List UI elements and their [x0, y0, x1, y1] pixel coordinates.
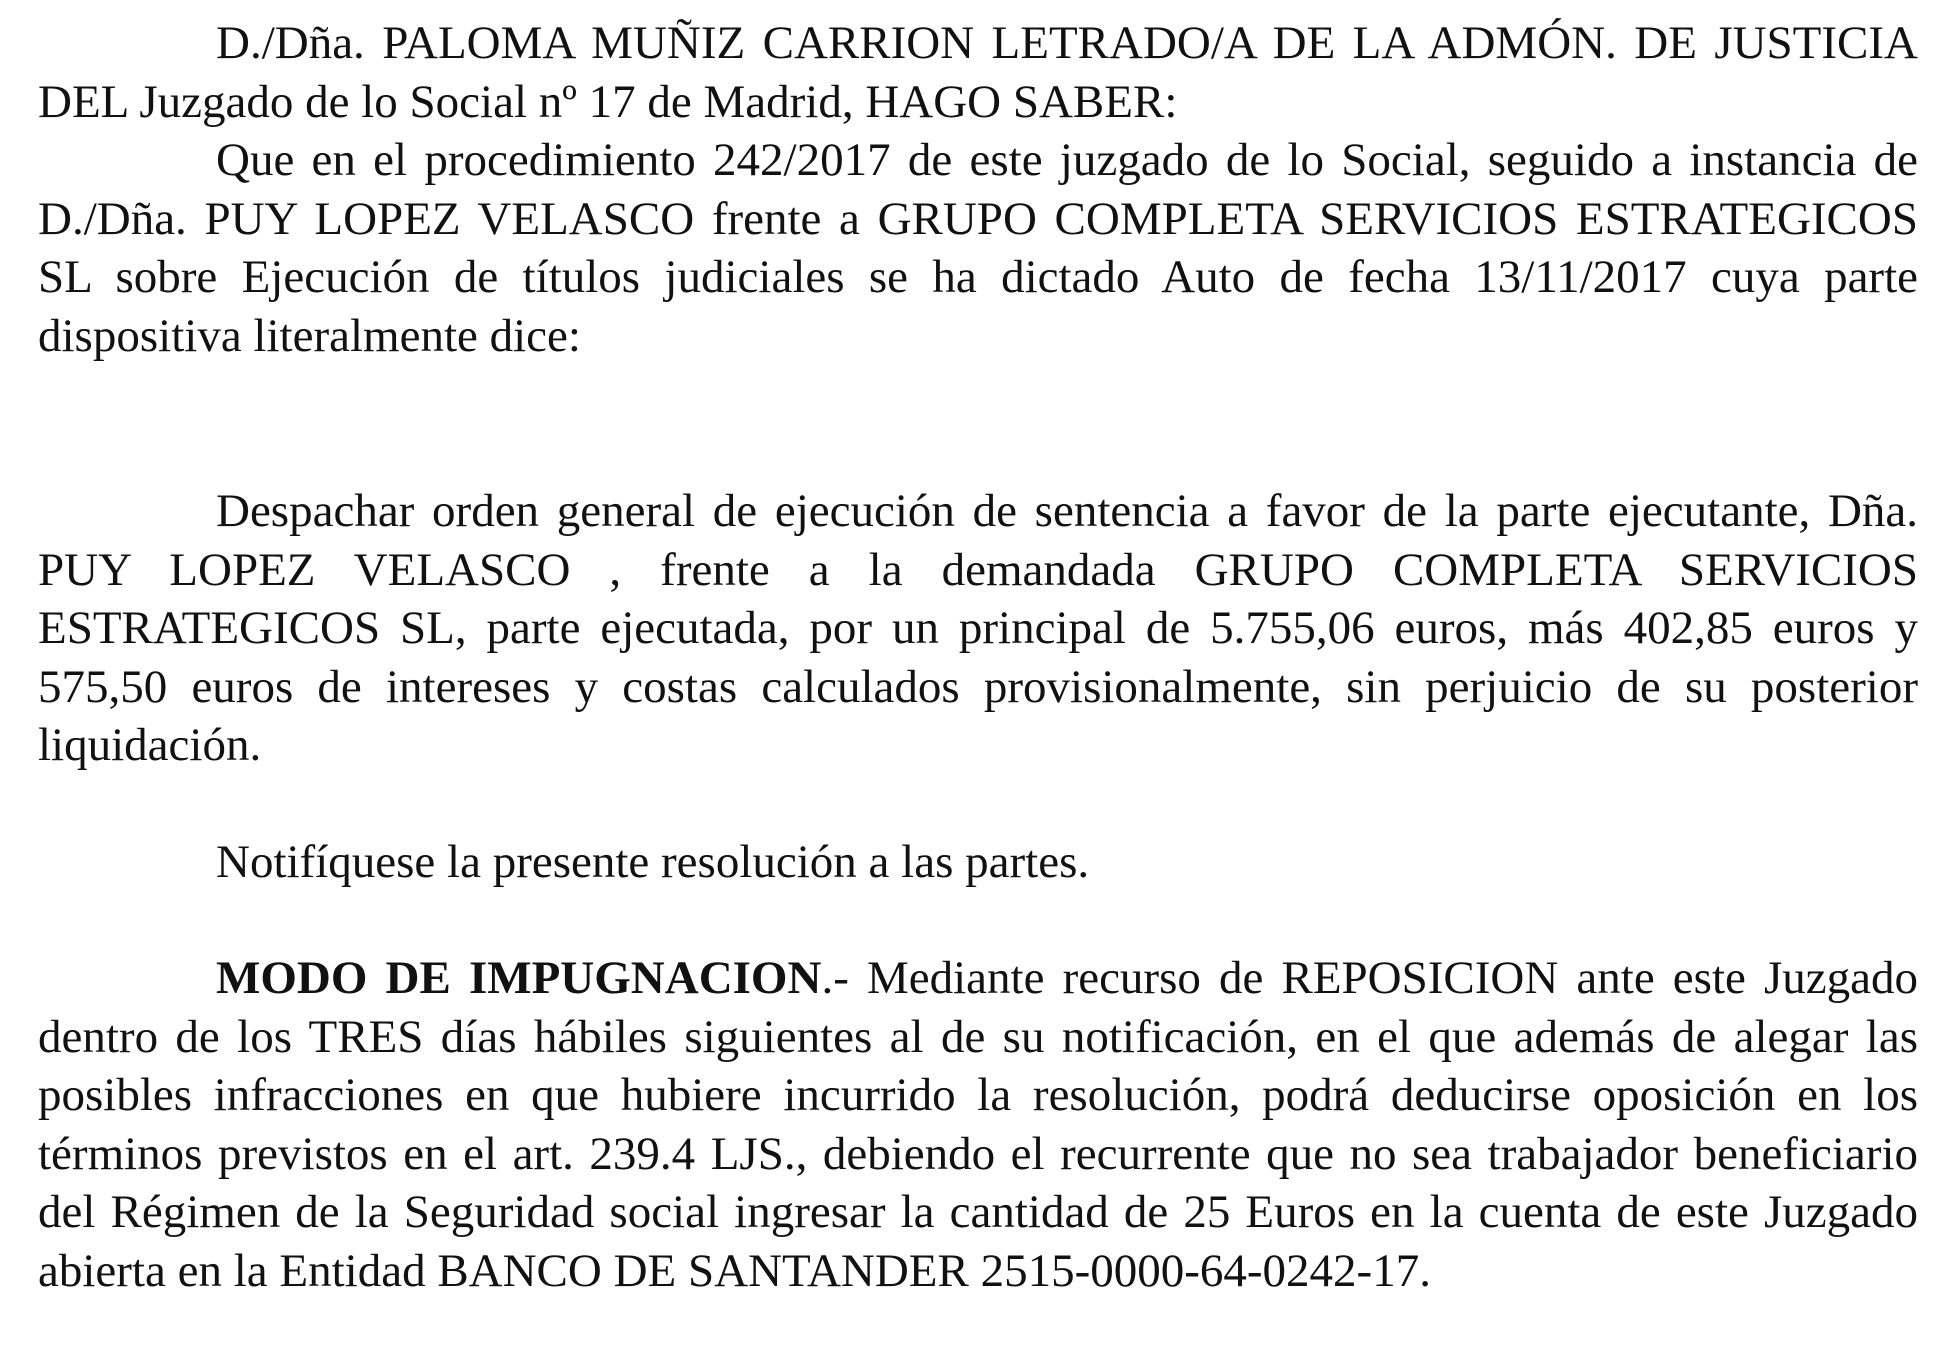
intro-paragraph: D./Dña. PALOMA MUÑIZ CARRION LETRADO/A DE LA ADMÓN. DE JUSTICIA DEL Juzgado de lo Social nº 17 de Madrid, HAGO SABER: — [38, 17, 1918, 128]
impugnation-text: .- Mediante recurso de REPOSICION ante este Juzgado dentro de los TRES días hábiles siguientes al de su notificación, en el que además de alegar las posibles infracciones en que hubiere incurrido la resolución, podrá deducirse oposición en los términos previstos en el art. 239.4 LJS., debiendo el recurrente que no sea trabajador beneficiario del Régimen de la Seguridad social ingresar la cantidad de 25 Euros en la cuenta de este Juzgado abierta en la Entidad BANCO DE SANTANDER 2515-0000-64-0242-17. — [38, 952, 1919, 1297]
procedure-paragraph: Que en el procedimiento 242/2017 de este juzgado de lo Social, seguido a instancia de D./Dña. PUY LOPEZ VELASCO frente a GRUPO COMPLETA SERVICIOS ESTRATEGICOS SL sobre Ejecución de títulos judiciales se ha dictado Auto de fecha 13/11/2017 cuya parte dispositiva literalmente dice: — [38, 134, 1918, 362]
spacer — [38, 365, 1918, 482]
spacer — [38, 775, 1918, 833]
notify-paragraph: Notifíquese la presente resolución a las partes. — [216, 835, 1090, 888]
spacer — [38, 891, 1918, 949]
document-page — [38, 14, 1918, 1300]
impugnation-heading: MODO DE IMPUGNACION — [216, 952, 822, 1004]
dispositive-paragraph: Despachar orden general de ejecución de sentencia a favor de la parte ejecutante, Dña. PUY LOPEZ VELASCO , frente a la demandada GRUPO COMPLETA SERVICIOS ESTRATEGICOS SL, parte ejecutada, por un principal de 5.755,06 euros, más 402,85 euros y 575,50 euros de intereses y costas calculados provisionalmente, sin perjuicio de su posterior liquidación. — [38, 485, 1918, 771]
impugnation-paragraph — [38, 949, 1918, 1300]
